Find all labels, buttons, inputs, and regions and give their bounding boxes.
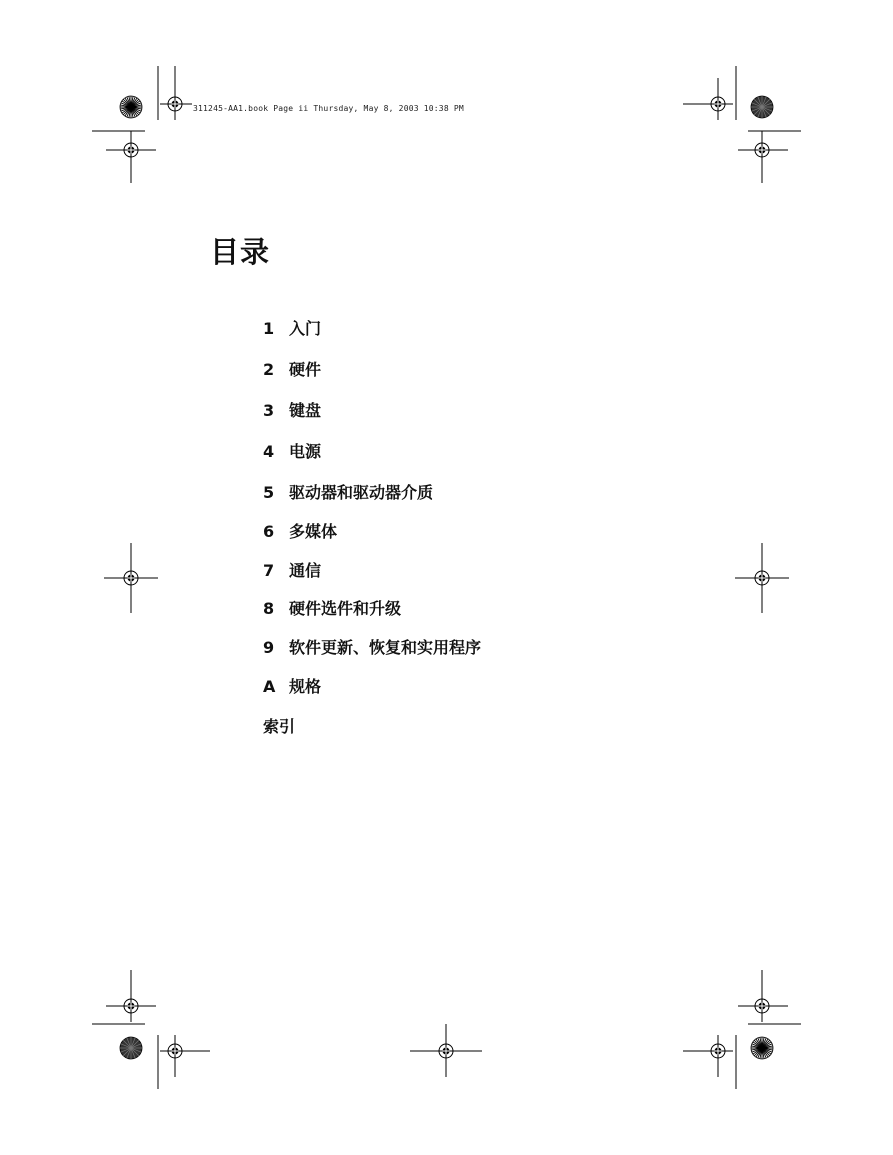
- toc-item-number: 5: [263, 483, 275, 502]
- toc-item-number: A: [263, 677, 276, 696]
- toc-item-title: 电源: [289, 442, 322, 461]
- toc-item-title: 规格: [289, 677, 322, 696]
- print-slug: 311245-AA1.book Page ii Thursday, May 8, 2003 10:38 PM: [193, 104, 464, 113]
- toc-item-number: 2: [263, 360, 275, 379]
- toc-item-5[interactable]: [263, 482, 433, 504]
- toc-item-title: 软件更新、恢复和实用程序: [289, 638, 482, 657]
- toc-item-3[interactable]: [263, 400, 321, 422]
- toc-item-title: 索引: [263, 717, 296, 736]
- toc-item-title: 键盘: [289, 401, 322, 420]
- toc-item-number: 3: [263, 401, 275, 420]
- toc-item-number: 9: [263, 638, 275, 657]
- toc-item-title: 驱动器和驱动器介质: [289, 483, 434, 502]
- toc-item-title: 硬件: [289, 360, 322, 379]
- toc-item-index[interactable]: [263, 716, 295, 738]
- toc-item-title: 硬件选件和升级: [289, 599, 402, 618]
- toc-item-title: 入门: [289, 319, 322, 338]
- toc-item-number: 4: [263, 442, 275, 461]
- toc-item-title: 多媒体: [289, 522, 338, 541]
- toc-item-number: 8: [263, 599, 275, 618]
- toc-item-number: 1: [263, 319, 275, 338]
- toc-item-9[interactable]: [263, 637, 481, 659]
- toc-item-title: 通信: [289, 561, 322, 580]
- toc-item-8[interactable]: [263, 598, 401, 620]
- toc-item-number: 6: [263, 522, 275, 541]
- toc-item-2[interactable]: [263, 359, 321, 381]
- toc-item-6[interactable]: [263, 521, 337, 543]
- toc-item-4[interactable]: [263, 441, 321, 463]
- toc-item-number: 7: [263, 561, 275, 580]
- toc-item-7[interactable]: [263, 560, 321, 582]
- toc-item-a[interactable]: [263, 676, 321, 698]
- toc-item-1[interactable]: [263, 318, 321, 340]
- page-title: 目录: [210, 235, 271, 269]
